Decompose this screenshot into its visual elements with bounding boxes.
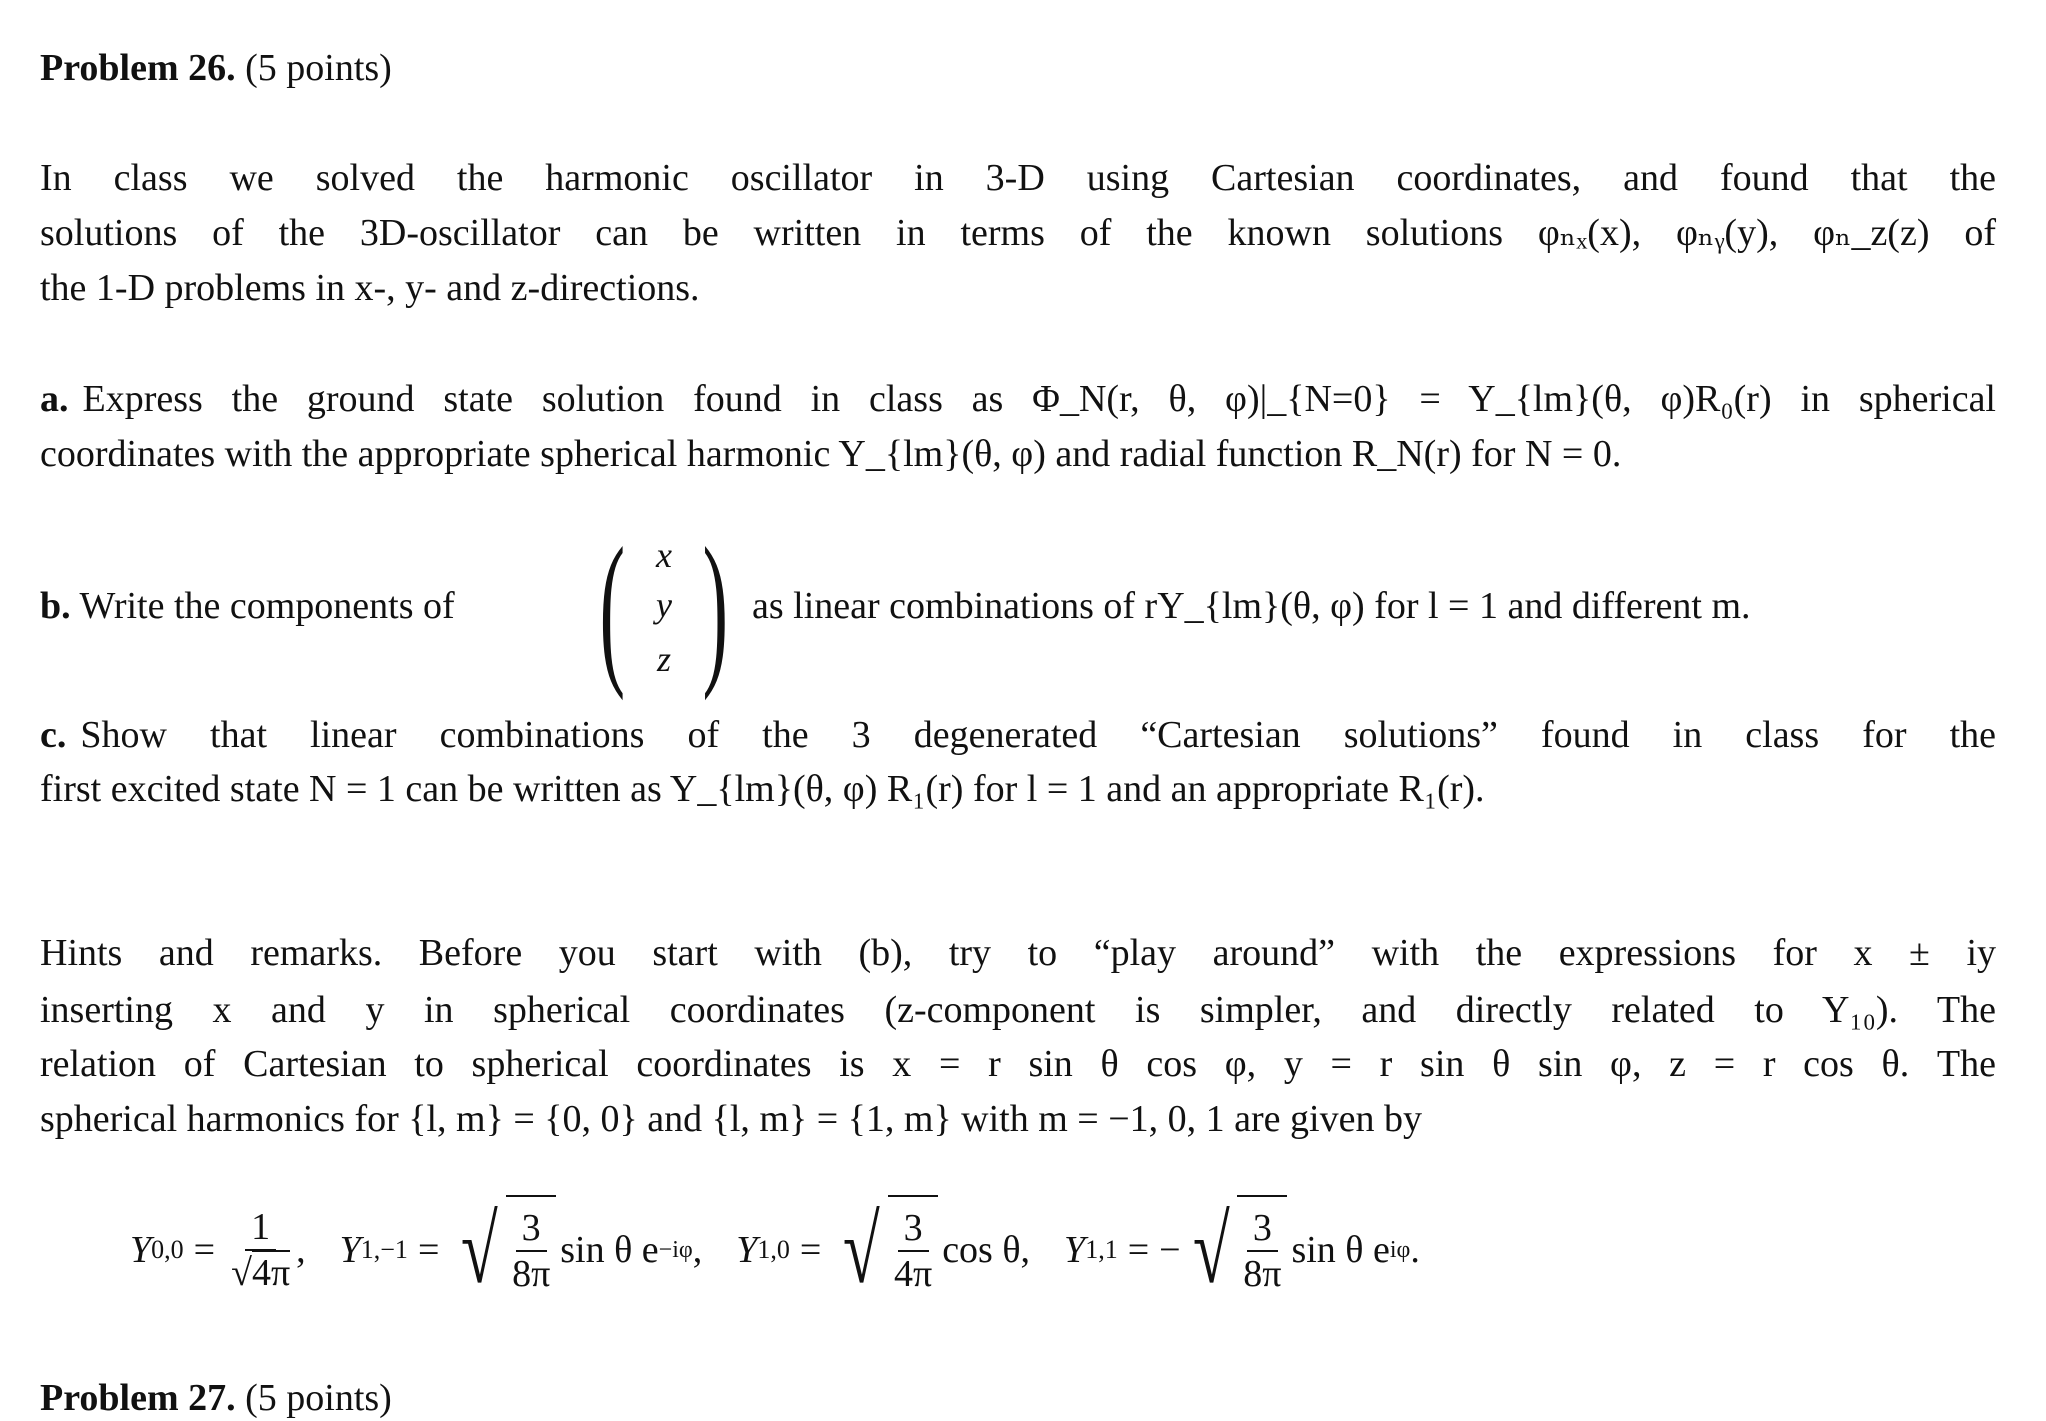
y1m1-end: , [692, 1229, 703, 1271]
y11-sign: − [1159, 1229, 1181, 1271]
right-paren: ) [702, 513, 729, 701]
part-c-label: c. [40, 714, 67, 756]
equals: = [417, 1229, 440, 1271]
y10-den: 4π [894, 1253, 933, 1295]
intro-line: solutions of the 3D-oscillator can be written in terms of the known solutions φₙₓ(x), φₙᵧ(y), φₙ_z(z) of [40, 212, 1996, 254]
y1m1-sup: −iφ [658, 1236, 693, 1263]
equals: = [1127, 1229, 1150, 1271]
part-a-text: Express the ground state solution found in class as Φ_N(r, θ, φ)|_{N=0} = Y_{lm}(θ, φ)R₀(r) in spherical [82, 378, 1996, 420]
part-b-label: b. [40, 585, 71, 627]
equals: = [799, 1229, 822, 1271]
vector-y: y [656, 585, 672, 625]
equals: = [193, 1229, 216, 1271]
intro-line: the 1-D problems in x-, y- and z-directions. [40, 267, 700, 309]
part-a-line [40, 376, 1996, 422]
next-problem-points: (5 points) [245, 1377, 392, 1419]
y1m1-den: 8π [512, 1253, 551, 1295]
problem-title: Problem 26. [40, 47, 236, 89]
next-problem-heading [40, 1375, 1996, 1421]
y10-num: 3 [898, 1206, 929, 1252]
part-a-label: a. [40, 378, 69, 420]
y11-num: 3 [1247, 1206, 1278, 1252]
y11-sub: 1,1 [1085, 1235, 1118, 1264]
y11-sup: iφ [1389, 1236, 1411, 1263]
y00-num: 1 [245, 1205, 276, 1251]
next-problem-title: Problem 27. [40, 1377, 236, 1419]
y1m1-sqrt: √ $\frac{3}{8\pi}$ [453, 1195, 556, 1305]
y11-symbol: Y [1064, 1229, 1086, 1271]
y1m1-sub: 1,−1 [360, 1235, 408, 1264]
y11-end: . [1410, 1229, 1420, 1271]
y10-symbol: Y [736, 1229, 758, 1271]
left-paren: ( [599, 513, 626, 701]
part-c-text: Show that linear combinations of the 3 degenerated “Cartesian solutions” found in class for the [80, 714, 1996, 756]
y10-sub: 1,0 [757, 1235, 790, 1264]
y00-fraction [231, 1205, 290, 1295]
y00-symbol: Y [130, 1229, 152, 1271]
y10-tail: cos θ, [942, 1229, 1031, 1271]
vector-x: x [656, 535, 672, 575]
part-b-line [40, 583, 455, 629]
y00-sub: 0,0 [151, 1235, 184, 1264]
y1m1-tail: sin θ e [560, 1229, 659, 1271]
hints-line: spherical harmonics for {l, m} = {0, 0} and {l, m} = {1, m} with m = −1, 0, 1 are given by [40, 1098, 1422, 1140]
part-b-before: Write the components of [79, 585, 455, 627]
y00-den-val: 4π [251, 1252, 291, 1294]
y00-den: √4π [231, 1252, 291, 1294]
spherical-harmonics-formula [130, 1185, 1420, 1315]
part-b-after: as linear combinations of rY_{lm}(θ, φ) for l = 1 and different m. [752, 585, 1751, 627]
vector-z: z [656, 639, 671, 679]
intro-line: In class we solved the harmonic oscillator in 3-D using Cartesian coordinates, and found that the [40, 157, 1996, 199]
part-a-text: coordinates with the appropriate spherical harmonic Y_{lm}(θ, φ) and radial function R_N(r) for N = 0. [40, 433, 1622, 475]
hints-line: inserting x and y in spherical coordinates (z-component is simpler, and directly related to Y₁₀). The [40, 989, 1996, 1031]
hints-line: relation of Cartesian to spherical coordinates is x = r sin θ cos φ, y = r sin θ sin φ, z = r cos θ. The [40, 1043, 1996, 1085]
y10-sqrt: √ $\frac{3}{4\pi}$ [835, 1195, 938, 1305]
y11-sqrt: √ $\frac{3}{8\pi}$ [1185, 1195, 1288, 1305]
hints-line: Hints and remarks. Before you start with (b), try to “play around” with the expressions for x ± iy [40, 932, 1996, 974]
problem-heading [40, 45, 1996, 91]
y11-tail: sin θ e [1291, 1229, 1390, 1271]
xyz-column-vector [599, 513, 729, 701]
y11-den: 8π [1243, 1253, 1282, 1295]
y1m1-num: 3 [516, 1206, 547, 1252]
y00-tail: , [296, 1229, 306, 1271]
part-c-text: first excited state N = 1 can be written as Y_{lm}(θ, φ) R₁(r) for l = 1 and an appropriate R₁(r). [40, 768, 1485, 810]
y1m1-symbol: Y [339, 1229, 361, 1271]
problem-points: (5 points) [245, 47, 392, 89]
part-c-line [40, 712, 1996, 758]
